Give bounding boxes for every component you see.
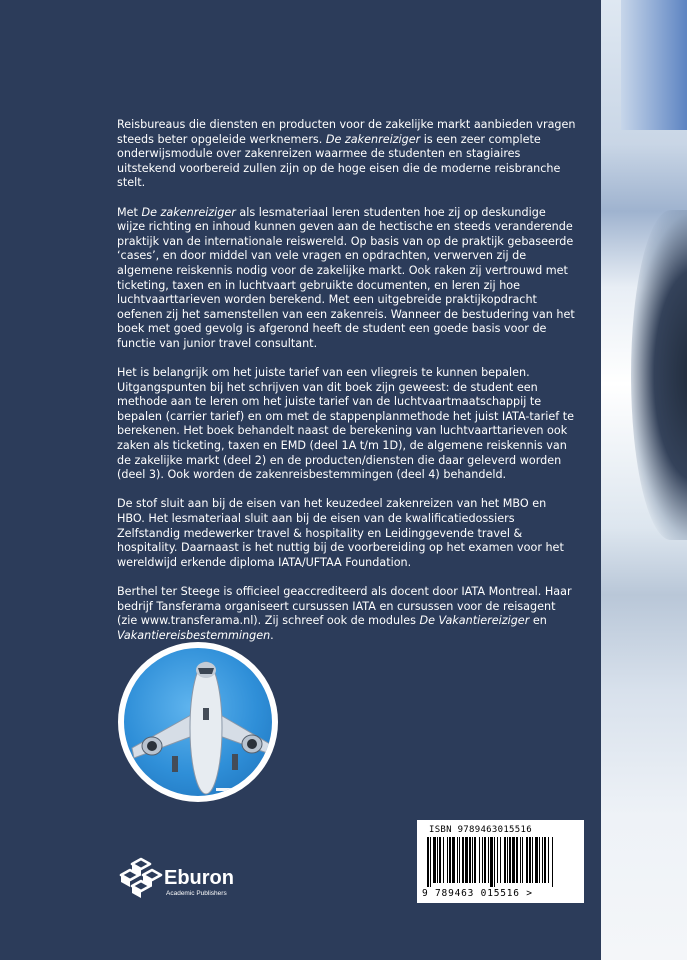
barcode-bar: [494, 837, 495, 887]
barcode-bar: [522, 837, 523, 883]
barcode-bar: [548, 837, 549, 883]
barcode-bar: [433, 837, 436, 883]
barcode-bar: [552, 837, 553, 887]
barcode-bar: [504, 837, 506, 883]
barcode-bar: [516, 837, 518, 883]
paragraph-text: en: [529, 614, 547, 628]
barcode-bar: [452, 837, 455, 883]
barcode-bar: [474, 837, 476, 883]
barcode-bar: [469, 837, 471, 883]
barcode-bar: [472, 837, 473, 883]
barcode-bar: [447, 837, 448, 883]
barcode-bar: [497, 837, 498, 883]
barcode-bar: [430, 837, 431, 887]
barcode-bar: [509, 837, 511, 883]
paragraph-text: Vakantiereisbestemmingen: [117, 628, 271, 642]
barcode-bar: [507, 837, 508, 883]
paragraph-text: Het is belangrijk om het juiste tarief van een vliegreis te kunnen bepalen. Uitgangspunten bij het schrijven van dit boek zijn geweest: de student een methode aan te leren om het juiste tarief van de luchtvaartmaatschappij te bepalen (carrier tarief) en om met de stappenplanmethode het juist IATA-tarief te berekenen. Het boek behandelt naast de berekening van luchtvaarttarieven ook zaken als ticketing, taxen en EMD (deel 1A t/m 1D), de algemene reiskennis van de zakelijke markt (deel 2) en de producten/diensten die daar geleverd worden (deel 3). Ook worden de zakenreisbestemmingen (deel 4) behandeld.: [117, 366, 575, 482]
photo-blue-area: [621, 0, 687, 130]
barcode-bar: [465, 837, 468, 883]
isbn-number: 9 789463 015516 >: [422, 888, 533, 899]
back-cover-text: [117, 118, 577, 658]
paragraph-text: De stof sluit aan bij de eisen van het keuzedeel zakenreizen van het MBO en HBO. Het lesmateriaal sluit aan bij de eisen van de kwalificatiedossiers Zelfstandig medewerker travel & hospitality en Leidinggevende travel & hospitality. Daarnaast is het nuttig bij de voorbereiding op het examen voor het wereldwijd erkende diploma IATA/UFTAA Foundation.: [117, 497, 564, 569]
barcode-bar: [482, 837, 483, 883]
paragraph-text: Berthel ter Steege is officieel geaccrediteerd als docent door IATA Montreal. Haar bedrijf Tansferama organiseert cursussen IATA en cursussen voor de reisagent (zie www.transferama.nl). Zij schreef ook de modules: [117, 585, 572, 628]
paragraph-text: Met: [117, 205, 142, 219]
barcode-bar: [457, 837, 458, 883]
paragraph-text: De Vakantiereiziger: [419, 614, 530, 628]
barcode-bar: [526, 837, 528, 883]
barcode-bar: [488, 837, 489, 883]
barcode-bar: [542, 837, 543, 883]
paragraph-text: Reisbureaus die diensten en producten voor de zakelijke markt aanbieden vragen steeds beter opgeleide werknemers.: [117, 118, 576, 146]
paragraph-text: .: [270, 628, 274, 642]
barcode-bar: [490, 837, 493, 887]
paragraph-text: als lesmateriaal leren studenten hoe zij op deskundige wijze richting en inhoud kunnen geven aan de hectische en steeds veranderende praktijk van de internationale reiswereld. Op basis van op de praktijk gebaseerde ‘cases’, en door middel van vele vragen en opdrachten, verwerven zij de algemene reiskennis nodig voor de zakelijke markt. Ook raken zij vertrouwd met ticketing, taxen en in luchtvaart gebruikte documenten, en leren zij hoe luchtvaarttarieven worden berekend. Met een uitgebreide praktijkopdracht oefenen zij het samenstellen van een zakenreis. Wanneer de bestudering van het boek met goed gevolg is afgerond heeft de student een goede basis voor de functie van junior travel consultant.: [117, 205, 575, 350]
barcode-bar: [479, 837, 480, 883]
paragraph-text: is een zeer complete onderwijsmodule over zakenreizen waarmee de studenten en stagiaires uitstekend voorbereid zullen zijn op de hoge eisen die de moderne reisbranche stelt.: [117, 132, 561, 190]
paragraph-5: [117, 585, 577, 643]
barcode-bar: [439, 837, 441, 883]
paragraph-4: [117, 497, 577, 570]
barcode-bar: [443, 837, 444, 883]
publisher-subtitle: Academic Publishers: [166, 890, 227, 897]
barcode-bar: [539, 837, 540, 883]
isbn-barcode: [417, 820, 584, 903]
barcode-bar: [437, 837, 438, 883]
paragraph-2: [117, 206, 577, 352]
barcode-bar: [544, 837, 546, 883]
photo-blurred-figure: [631, 210, 687, 540]
barcode-bar: [532, 837, 533, 883]
paragraph-3: [117, 366, 577, 483]
airplane-icon: [124, 648, 272, 796]
barcode-bar: [535, 837, 538, 883]
isbn-label: ISBN 9789463015516: [429, 825, 532, 835]
eburon-logo-icon: [119, 856, 163, 900]
barcode-bar: [449, 837, 451, 883]
cover-photo-strip: [601, 0, 687, 960]
barcode-bar: [500, 837, 501, 883]
barcode-bar: [520, 837, 521, 883]
paragraph-1: [117, 118, 577, 191]
barcode-bar: [484, 837, 486, 883]
paragraph-text: De zakenreiziger: [141, 205, 236, 219]
barcode-bar: [462, 837, 464, 883]
barcode-bars: [423, 837, 578, 887]
barcode-bar: [512, 837, 515, 883]
barcode-bar: [529, 837, 531, 883]
airplane-photo: [118, 642, 278, 802]
publisher-name: Eburon: [164, 867, 234, 889]
barcode-bar: [459, 837, 460, 883]
barcode-bar: [427, 837, 429, 887]
paragraph-text: De zakenreiziger: [325, 132, 421, 146]
